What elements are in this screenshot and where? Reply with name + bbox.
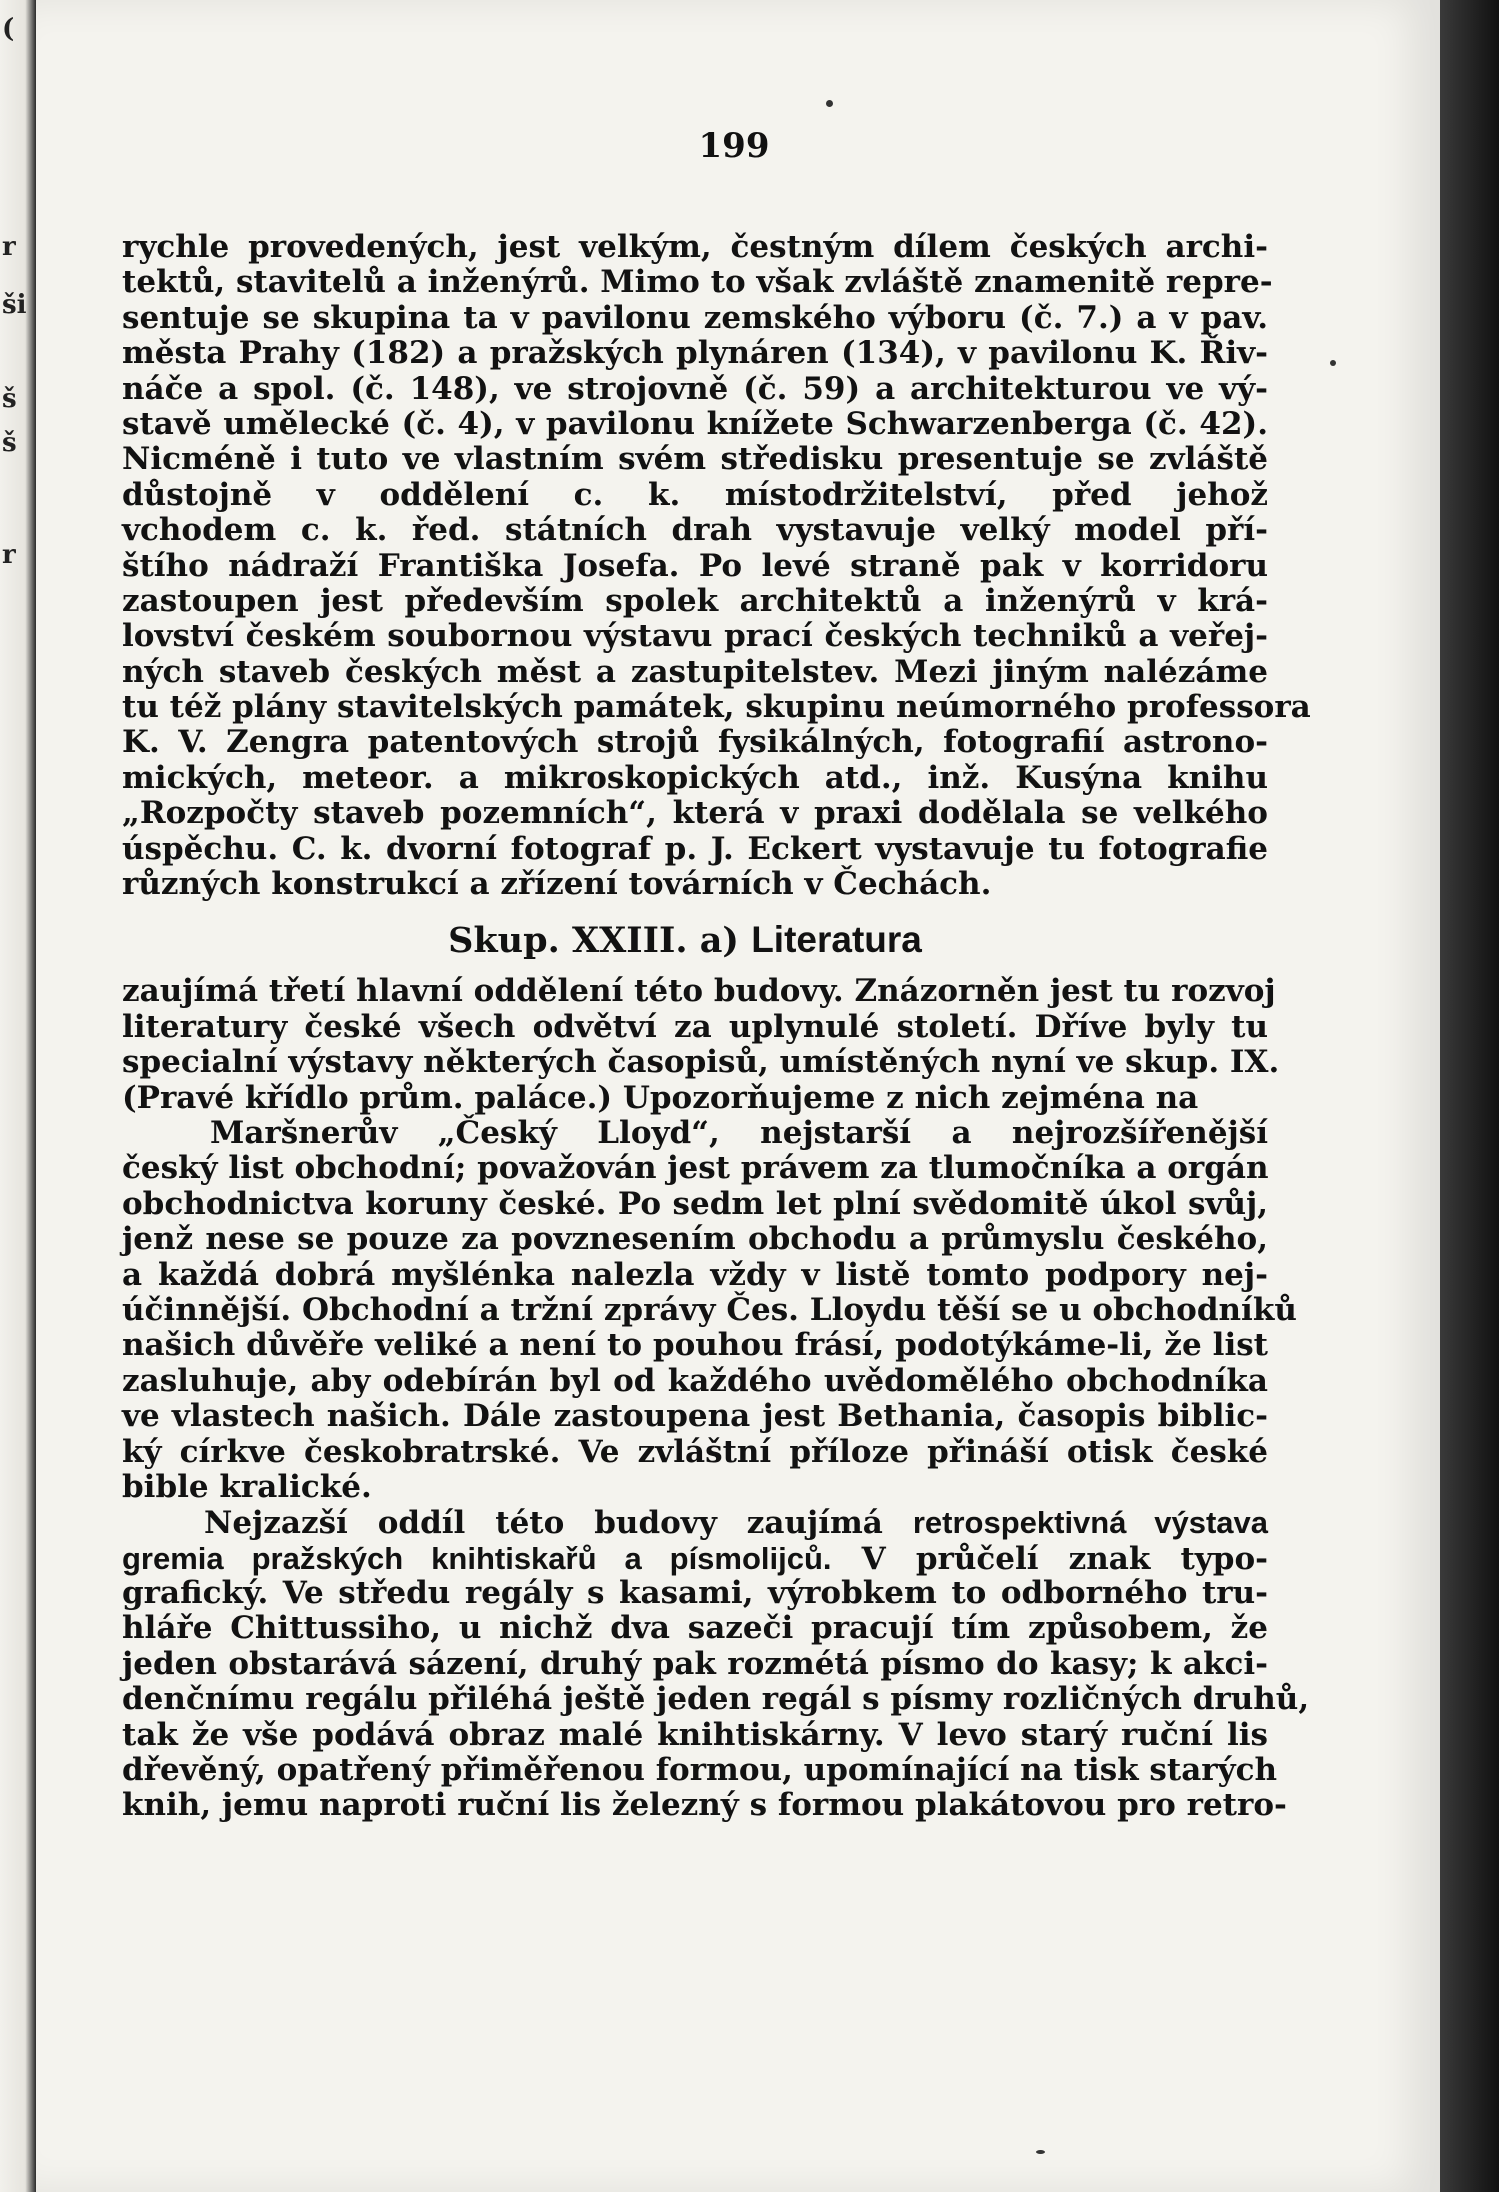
text-line: grafický. Ve středu regály s kasami, výrobkem to odborného tru- <box>122 1575 1268 1612</box>
text-line: a každá dobrá myšlénka nalezla vždy v listě tomto podpory nej- <box>122 1256 1268 1293</box>
text-line: úspěchu. C. k. dvorní fotograf p. J. Eckert vystavuje tu fotografie <box>122 830 1268 867</box>
paper-speck <box>1036 2150 1045 2154</box>
text-line: našich důvěře veliké a není to pouhou frásí, podotýkáme-li, že list <box>122 1327 1268 1364</box>
text-line: český list obchodní; považován jest právem za tlumočníka a orgán <box>122 1150 1269 1187</box>
text-line: mických, meteor. a mikroskopických atd., inž. Kusýna knihu <box>122 759 1268 796</box>
text-run: V průčelí znak typo- <box>861 1540 1269 1577</box>
margin-mark: š <box>2 428 17 458</box>
book-binding-edge <box>1440 0 1499 2192</box>
text-line: důstojně v oddělení c. k. místodržitelství, před jehož <box>122 476 1268 513</box>
text-line: (Pravé křídlo prům. paláce.) Upozorňujeme z nich zejména na <box>122 1079 1199 1116</box>
text-line: tu též plány stavitelských památek, skupinu neúmorného professora <box>122 689 1311 726</box>
text-run: Nejzazší oddíl této budovy zaujímá <box>204 1505 883 1542</box>
text-line: tektů, stavitelů a inženýrů. Mimo to však zvláště znamenitě repre- <box>122 264 1273 301</box>
text-line: rychle provedených, jest velkým, čestným dílem českých archi- <box>122 229 1268 265</box>
text-line: jeden obstarává sázení, druhý pak rozmétá písmo do kasy; k akci- <box>122 1645 1268 1682</box>
text-line: náče a spol. (č. 148), ve strojovně (č. 59) a architekturou ve vý- <box>122 370 1268 407</box>
emphasized-text: retrospektivná výstava <box>912 1505 1268 1541</box>
paper-speck <box>1330 360 1336 366</box>
margin-mark: ( <box>2 14 15 44</box>
text-line: ných staveb českých měst a zastupitelstev. Mezi jiným nalézáme <box>122 653 1268 690</box>
text-line: „Rozpočty staveb pozemních“, která v praxi dodělala se velkého <box>122 795 1268 832</box>
text-line: města Prahy (182) a pražských plynáren (134), v pavilonu K. Řiv- <box>122 335 1268 372</box>
text-line: zaujímá třetí hlavní oddělení této budovy. Znázorněn jest tu rozvoj <box>122 973 1276 1010</box>
text-line: denčnímu regálu přiléhá ještě jeden regál s písmy rozličných druhů, <box>122 1681 1310 1718</box>
text-line: bible kralické. <box>122 1468 372 1505</box>
paper-speck <box>826 100 833 107</box>
margin-mark: r <box>2 232 16 262</box>
text-line: zastoupen jest především spolek architektů a inženýrů v krá- <box>122 582 1268 619</box>
margin-mark: š <box>2 384 17 414</box>
text-line: dřevěný, opatřený přiměřenou formou, upomínající na tisk starých <box>122 1752 1278 1789</box>
text-line: literatury české všech odvětví za uplynulé století. Dříve byly tu <box>122 1008 1268 1045</box>
text-line: knih, jemu naproti ruční lis železný s formou plakátovou pro retro- <box>122 1787 1287 1824</box>
emphasized-text: gremia pražských knihtiskařů a písmolijců. <box>122 1540 832 1576</box>
text-line: vchodem c. k. řed. státních drah vystavuje velký model pří- <box>122 512 1268 549</box>
text-line: zasluhuje, aby odebírán byl od každého uvědomělého obchodníka <box>122 1362 1268 1399</box>
text-line: ve vlastech našich. Dále zastoupena jest Bethania, časopis biblic- <box>122 1398 1268 1435</box>
page-number: 199 <box>698 126 770 166</box>
text-line: obchodnictva koruny české. Po sedm let plní svědomitě úkol svůj, <box>122 1185 1268 1222</box>
margin-mark: r <box>2 540 16 570</box>
margin-mark: ši <box>2 290 27 320</box>
text-line: Nicméně i tuto ve vlastním svém středisku presentuje se zvláště <box>122 441 1268 478</box>
text-line: K. V. Zengra patentových strojů fysikálných, fotografií astrono- <box>122 724 1268 761</box>
section-heading-title: Literatura <box>751 919 922 961</box>
page-body <box>122 229 1311 1824</box>
section-heading-prefix: Skup. XXIII. a) <box>448 920 739 962</box>
text-line: specialní výstavy některých časopisů, umístěných nyní ve skup. IX. <box>122 1044 1280 1081</box>
text-line: tak že vše podává obraz malé knihtiskárny. V levo starý ruční lis <box>122 1716 1268 1753</box>
text-line: hláře Chittussiho, u nichž dva sazeči pracují tím způsobem, že <box>122 1610 1268 1647</box>
text-line: Maršnerův „Český Lloyd“, nejstarší a nejrozšířenější <box>210 1114 1268 1151</box>
text-line: lovství českém soubornou výstavu prací českých techniků a veřej- <box>122 618 1268 655</box>
text-line: sentuje se skupina ta v pavilonu zemského výboru (č. 7.) a v pav. <box>122 299 1268 336</box>
adjacent-page-edge <box>0 0 36 2192</box>
text-line: různých konstrukcí a zřízení továrních v Čechách. <box>122 866 992 903</box>
text-line <box>122 1505 1268 1540</box>
text-line: stavě umělecké (č. 4), v pavilonu knížete Schwarzenberga (č. 42). <box>122 405 1268 442</box>
section-heading <box>122 906 1268 974</box>
text-line: jenž nese se pouze za povznesením obchodu a průmyslu českého, <box>122 1221 1268 1258</box>
text-line: ký církve českobratrské. Ve zvláštní příloze přináší otisk české <box>122 1433 1268 1470</box>
text-line <box>122 1541 1268 1576</box>
book-page <box>36 0 1440 2192</box>
text-line: účinnější. Obchodní a tržní zprávy Čes. Lloydu těší se u obchodníků <box>122 1291 1297 1328</box>
text-line: štího nádraží Františka Josefa. Po levé straně pak v korridoru <box>122 547 1268 584</box>
